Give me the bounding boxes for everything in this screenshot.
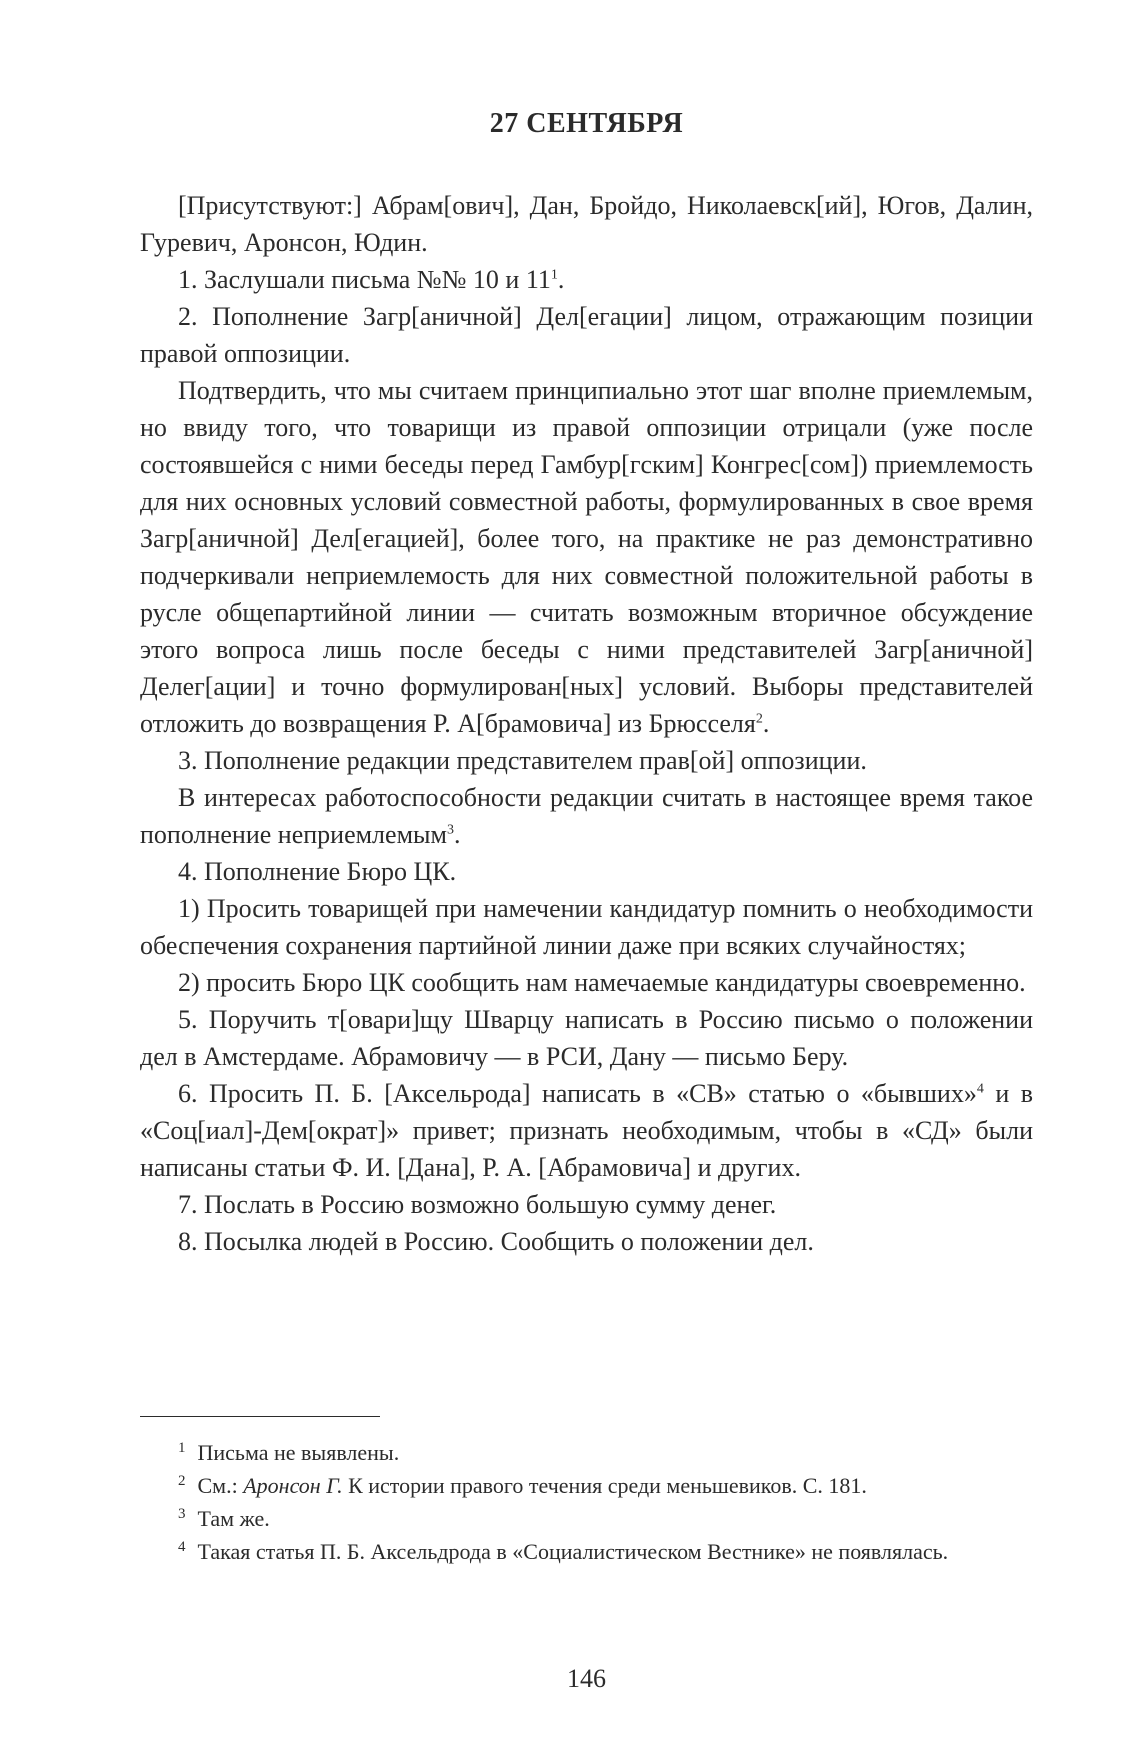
paragraph-item-6: 6. Просить П. Б. [Аксельрода] написать в «СВ» статью о «бывших»$^4$ и в «Соц[иал]-Дем[ократ]» привет; признать необходимым, чтобы в «СД» были написаны статьи Ф. И. [Дана], Р. А. [Абрамовича] и других. bbox=[140, 1079, 1033, 1182]
footnotes bbox=[140, 1436, 1033, 1568]
footnote-ref[interactable]: 4 bbox=[976, 1081, 984, 1097]
page-number: 146 bbox=[567, 1664, 606, 1693]
paragraph-item-3: 3. Пополнение редакции представителем прав[ой] оппозиции. bbox=[178, 746, 867, 775]
footnote-ref[interactable]: 3 bbox=[446, 822, 454, 838]
footnote-1: $^1$ Письма не выявлены. bbox=[178, 1439, 400, 1465]
paragraph-item-8: 8. Посылка людей в Россию. Сообщить о положении дел. bbox=[178, 1227, 814, 1256]
paragraph-item-1: 1. Заслушали письма №№ 10 и 11$^1$. bbox=[178, 265, 565, 294]
paragraph-item-2: 2. Пополнение Загр[аничной] Дел[егации] лицом, отражающим позиции правой оппозиции. bbox=[140, 302, 1033, 368]
footnote-ref[interactable]: 1 bbox=[550, 267, 558, 283]
footnote-ref[interactable]: 2 bbox=[755, 711, 763, 727]
minutes-body bbox=[140, 187, 1033, 1260]
footnote-3: $^3$ Там же. bbox=[178, 1505, 270, 1531]
paragraph-attendees: [Присутствуют:] Абрам[ович], Дан, Бройдо, Николаевск[ий], Югов, Далин, Гуревич, Аронсон, Юдин. bbox=[140, 191, 1033, 257]
paragraph-subitem-4-1: 1) Просить товарищей при намечении кандидатур помнить о необходимости обеспечения сохранения партийной линии даже при всяких случайностях; bbox=[140, 894, 1033, 960]
paragraph-item-4: 4. Пополнение Бюро ЦК. bbox=[178, 857, 457, 886]
paragraph-decision-3: В интересах работоспособности редакции считать в настоящее время такое пополнение неприемлемым$^3$. bbox=[140, 783, 1033, 849]
page-title: 27 СЕНТЯБРЯ bbox=[489, 108, 684, 139]
paragraph-decision-2: Подтвердить, что мы считаем принципиально этот шаг вполне приемлемым, но ввиду того, что товарищи из правой оппозиции отрицали (уже после состоявшейся с ними беседы перед Гамбур[гским] Конгрес[сом]) приемлемость для них основных условий совместной работы, формулированных в свое время Загр[аничной] Дел[егацией], более того, на практике не раз демонстративно подчеркивали неприемлемость для них совместной положительной работы в русле общепартийной линии — считать возможным вторичное обсуждение этого вопроса лишь после беседы с ними представителей Загр[аничной] Делег[ации] и точно формулирован[ных] условий. Выборы представителей отложить до возвращения Р. А[брамовича] из Брюсселя$^2$. bbox=[140, 376, 1033, 738]
footnote-2: $^2$ См.: Аронсон Г. К истории правого течения среди меньшевиков. С. 181. bbox=[178, 1472, 867, 1498]
footnote-4: $^4$ Такая статья П. Б. Аксельдрода в «Социалистическом Вестнике» не появлялась. bbox=[178, 1538, 949, 1564]
book-page bbox=[140, 0, 1033, 1760]
footnote-divider bbox=[140, 1416, 380, 1417]
paragraph-subitem-4-2: 2) просить Бюро ЦК сообщить нам намечаемые кандидатуры своевременно. bbox=[178, 968, 1026, 997]
paragraph-item-5: 5. Поручить т[овари]щу Шварцу написать в Россию письмо о положении дел в Амстердаме. Абрамовичу — в РСИ, Дану — письмо Беру. bbox=[140, 1005, 1033, 1071]
paragraph-item-7: 7. Послать в Россию возможно большую сумму денег. bbox=[178, 1190, 777, 1219]
footnote-author: Аронсон Г. bbox=[243, 1473, 343, 1498]
